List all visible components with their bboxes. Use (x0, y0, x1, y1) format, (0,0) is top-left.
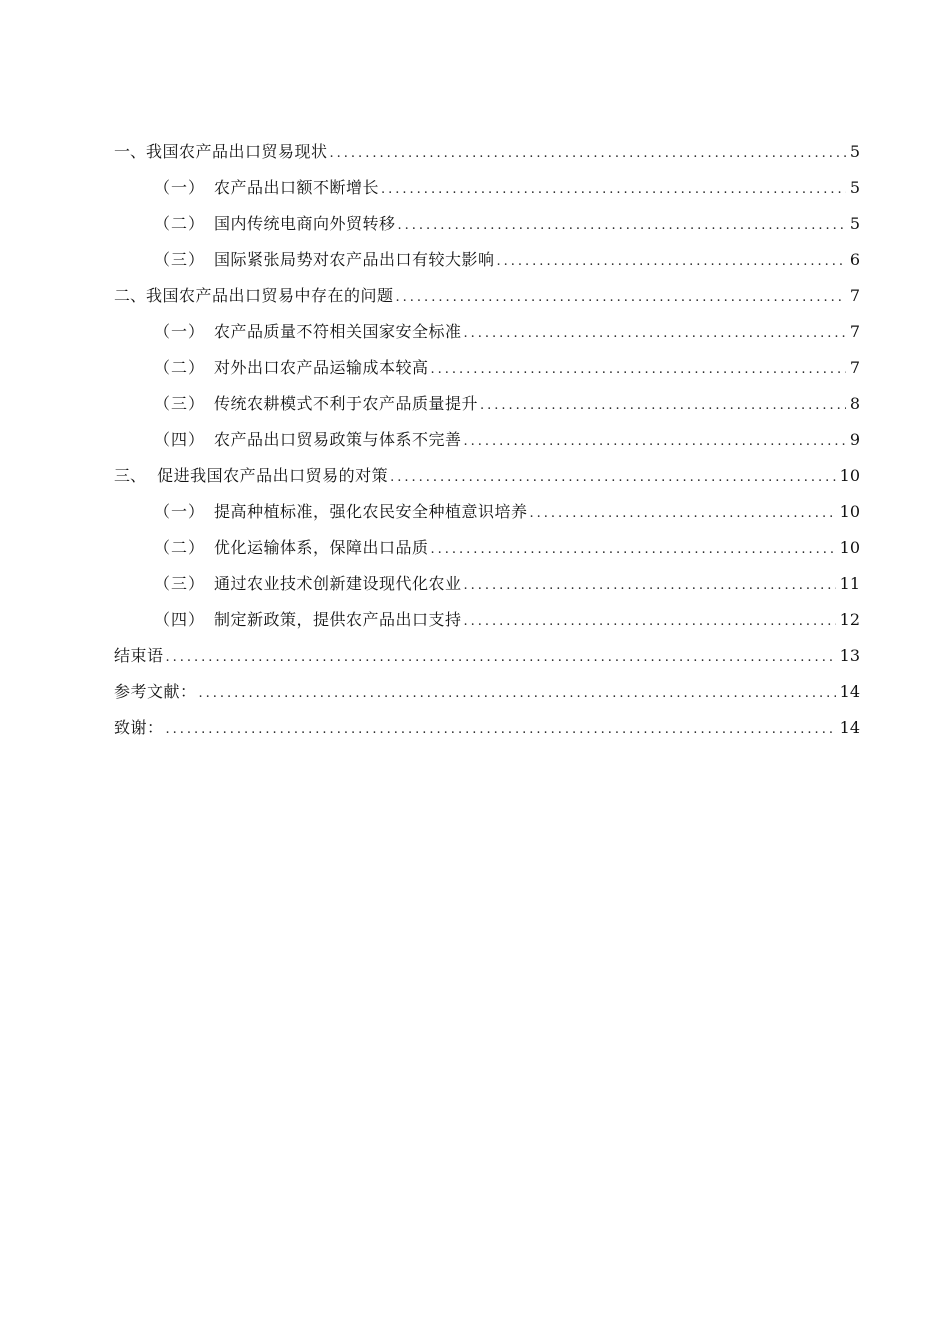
toc-entry-number: （四） (154, 430, 206, 449)
toc-leader-dots (464, 604, 836, 640)
toc-entry-title: 我国农产品出口贸易中存在的问题 (146, 286, 394, 305)
toc-entry-page: 10 (839, 538, 860, 557)
toc-entry (114, 566, 860, 602)
toc-entry-title: 传统农耕模式不利于农产品质量提升 (214, 394, 479, 413)
toc-entry (114, 206, 860, 242)
toc-entry-page: 7 (849, 358, 860, 377)
toc-entry (114, 710, 860, 746)
toc-entry-title: 结束语 (114, 646, 164, 665)
toc-entry-title: 制定新政策，提供农产品出口支持 (214, 610, 462, 629)
toc-entry (114, 674, 860, 710)
toc-leader-dots (199, 676, 836, 712)
toc-entry-number: （二） (154, 358, 206, 377)
toc-entry-page: 5 (849, 142, 860, 161)
toc-entry-title: 通过农业技术创新建设现代化农业 (214, 574, 462, 593)
toc-leader-dots (497, 244, 846, 280)
toc-entry-page: 5 (849, 178, 860, 197)
toc-entry (114, 458, 860, 494)
toc-entry-page: 10 (839, 502, 860, 521)
table-of-contents (114, 134, 860, 746)
toc-entry-title: 致谢： (114, 718, 164, 737)
toc-entry-number: （三） (154, 250, 206, 269)
toc-leader-dots (464, 568, 836, 604)
toc-entry-number: （二） (154, 214, 206, 233)
toc-entry-title: 国际紧张局势对农产品出口有较大影响 (214, 250, 495, 269)
toc-entry-number: （一） (154, 178, 206, 197)
toc-leader-dots (396, 280, 846, 316)
toc-entry-number: （三） (154, 574, 206, 593)
toc-entry (114, 242, 860, 278)
toc-entry-title: 国内传统电商向外贸转移 (214, 214, 396, 233)
toc-entry-title: 参考文献： (114, 682, 197, 701)
toc-entry-page: 9 (849, 430, 860, 449)
toc-entry-number: （四） (154, 610, 206, 629)
toc-entry-number: （二） (154, 538, 206, 557)
toc-entry-title: 对外出口农产品运输成本较高 (214, 358, 429, 377)
toc-entry-title: 农产品质量不符相关国家安全标准 (214, 322, 462, 341)
toc-entry-page: 6 (849, 250, 860, 269)
toc-entry-page: 7 (849, 322, 860, 341)
toc-entry-page: 5 (849, 214, 860, 233)
toc-entry (114, 350, 860, 386)
toc-entry (114, 602, 860, 638)
toc-leader-dots (464, 424, 846, 460)
toc-entry-title: 优化运输体系，保障出口品质 (214, 538, 429, 557)
toc-entry (114, 170, 860, 206)
toc-entry (114, 134, 860, 170)
toc-entry (114, 422, 860, 458)
toc-entry-title: 农产品出口额不断增长 (214, 178, 380, 197)
toc-entry-title: 提高种植标准，强化农民安全种植意识培养 (214, 502, 528, 521)
toc-entry-page: 10 (839, 466, 860, 485)
toc-leader-dots (431, 352, 846, 388)
toc-entry (114, 530, 860, 566)
toc-leader-dots (166, 640, 836, 676)
toc-entry-number: 三、 (114, 466, 152, 485)
toc-leader-dots (431, 532, 836, 568)
toc-entry-page: 8 (849, 394, 860, 413)
toc-entry (114, 386, 860, 422)
toc-entry-number: 二、 (114, 286, 147, 305)
toc-entry-title: 促进我国农产品出口贸易的对策 (157, 466, 389, 485)
toc-leader-dots (390, 460, 836, 496)
toc-entry-title: 我国农产品出口贸易现状 (146, 142, 328, 161)
toc-entry-page: 14 (839, 718, 860, 737)
toc-leader-dots (166, 712, 836, 748)
toc-leader-dots (398, 208, 846, 244)
toc-entry-title: 农产品出口贸易政策与体系不完善 (214, 430, 462, 449)
toc-entry-page: 7 (849, 286, 860, 305)
toc-leader-dots (330, 136, 846, 172)
toc-leader-dots (464, 316, 846, 352)
toc-entry-number: （一） (154, 322, 206, 341)
toc-leader-dots (530, 496, 836, 532)
toc-entry (114, 638, 860, 674)
toc-entry (114, 314, 860, 350)
toc-entry-page: 11 (839, 574, 860, 593)
toc-entry (114, 278, 860, 314)
toc-entry-number: 一、 (114, 142, 147, 161)
toc-leader-dots (480, 388, 846, 424)
toc-entry-number: （一） (154, 502, 206, 521)
toc-leader-dots (381, 172, 846, 208)
toc-entry (114, 494, 860, 530)
toc-entry-page: 12 (839, 610, 860, 629)
toc-entry-page: 14 (839, 682, 860, 701)
toc-entry-page: 13 (839, 646, 860, 665)
toc-entry-number: （三） (154, 394, 206, 413)
